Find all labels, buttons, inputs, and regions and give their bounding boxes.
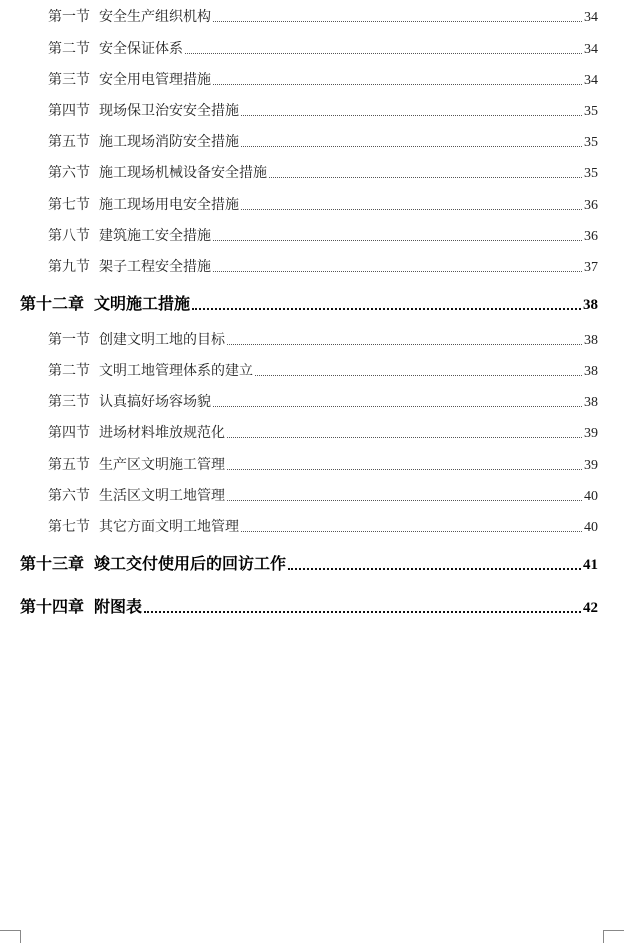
toc-entry-section[interactable] [48,38,598,58]
toc-entry-title: 施工现场消防安全措施 [99,134,239,150]
toc-entry-title: 现场保卫治安安全措施 [99,103,239,119]
toc-entry-section[interactable] [48,329,598,349]
toc-entry-chapter[interactable] [20,594,598,617]
toc-entry-title: 文明工地管理体系的建立 [99,363,253,379]
toc-entry-page: 34 [584,10,598,25]
dot-leader [269,176,582,178]
toc-entry-page: 41 [583,557,598,573]
dot-leader [213,20,582,22]
toc-entry-title: 安全用电管理措施 [99,72,211,88]
dot-leader [227,468,582,470]
dot-leader [213,405,582,407]
toc-entry-page: 39 [584,458,598,473]
page-corner-mark-bottom-left [0,930,21,943]
dot-leader [227,343,582,345]
toc-entry-number: 第十二章 [20,294,85,313]
toc-entry-section[interactable] [48,516,598,536]
toc-entry-page: 38 [584,395,598,410]
toc-entry-page: 40 [584,520,598,535]
toc-entry-title: 其它方面文明工地管理 [99,519,239,535]
toc-entry-number: 第十三章 [20,554,85,573]
toc-entry-section[interactable] [48,100,598,120]
dot-leader [241,145,582,147]
dot-leader [185,52,582,54]
toc-entry-title: 建筑施工安全措施 [99,228,211,244]
dot-leader [192,307,581,310]
toc-entry-section[interactable] [48,6,598,26]
toc-entry-title: 竣工交付使用后的回访工作 [94,554,287,573]
toc-entry-title: 生产区文明施工管理 [99,457,225,473]
dot-leader [255,374,582,376]
toc-entry-number: 第二节 [48,41,90,57]
toc-entry-section[interactable] [48,454,598,474]
toc-entry-title: 附图表 [94,597,143,616]
dot-leader [241,208,582,210]
toc-entry-section[interactable] [48,131,598,151]
toc-entry-number: 第九节 [48,259,90,275]
toc-entry-page: 35 [584,104,598,119]
dot-leader [213,239,582,241]
toc-entry-section[interactable] [48,225,598,245]
toc-entry-page: 34 [584,73,598,88]
toc-entry-number: 第三节 [48,394,90,410]
toc-entry-number: 第二节 [48,363,90,379]
dot-leader [213,83,582,85]
toc-entry-section[interactable] [48,422,598,442]
toc-entry-page: 35 [584,166,598,181]
toc-entry-page: 36 [584,198,598,213]
toc-entry-number: 第七节 [48,197,90,213]
toc-entry-page: 37 [584,260,598,275]
toc-entry-number: 第七节 [48,519,90,535]
toc-entry-section[interactable] [48,485,598,505]
toc-entry-number: 第八节 [48,228,90,244]
toc-entry-number: 第十四章 [20,597,85,616]
toc-entry-chapter[interactable] [20,551,598,574]
dot-leader [227,499,582,501]
toc-entry-number: 第六节 [48,488,90,504]
toc-entry-number: 第三节 [48,72,90,88]
toc-entry-title: 进场材料堆放规范化 [99,425,225,441]
toc-entry-section[interactable] [48,256,598,276]
toc-entry-number: 第五节 [48,457,90,473]
toc-entry-title: 文明施工措施 [94,294,191,313]
toc-entry-page: 39 [584,426,598,441]
toc-entry-number: 第六节 [48,165,90,181]
toc-entry-number: 第四节 [48,425,90,441]
toc-entry-title: 创建文明工地的目标 [99,332,225,348]
toc-entry-number: 第一节 [48,9,90,25]
page-corner-mark-bottom-right [603,930,624,943]
toc-entry-chapter[interactable] [20,291,598,314]
dot-leader [241,530,582,532]
dot-leader [241,114,582,116]
toc-entry-title: 架子工程安全措施 [99,259,211,275]
toc-entry-section[interactable] [48,194,598,214]
toc-entry-number: 第四节 [48,103,90,119]
dot-leader [288,567,581,570]
dot-leader [144,610,581,613]
toc-entry-section[interactable] [48,360,598,380]
toc-entry-page: 34 [584,42,598,57]
toc-entry-page: 38 [583,297,598,313]
toc-entry-title: 认真搞好场容场貌 [99,394,211,410]
toc-entry-title: 生活区文明工地管理 [99,488,225,504]
toc-entry-number: 第一节 [48,332,90,348]
toc-entry-section[interactable] [48,69,598,89]
toc-entry-title: 安全保证体系 [99,41,183,57]
toc-entry-page: 36 [584,229,598,244]
toc-entry-number: 第五节 [48,134,90,150]
toc-entry-page: 42 [583,600,598,616]
dot-leader [227,436,582,438]
toc-entry-title: 施工现场机械设备安全措施 [99,165,267,181]
toc-entry-title: 安全生产组织机构 [99,9,211,25]
toc-entry-page: 35 [584,135,598,150]
dot-leader [213,270,582,272]
toc-entry-section[interactable] [48,162,598,182]
toc-entry-title: 施工现场用电安全措施 [99,197,239,213]
toc-entry-page: 38 [584,364,598,379]
toc-entry-page: 40 [584,489,598,504]
toc-entry-page: 38 [584,333,598,348]
toc-entry-section[interactable] [48,391,598,411]
